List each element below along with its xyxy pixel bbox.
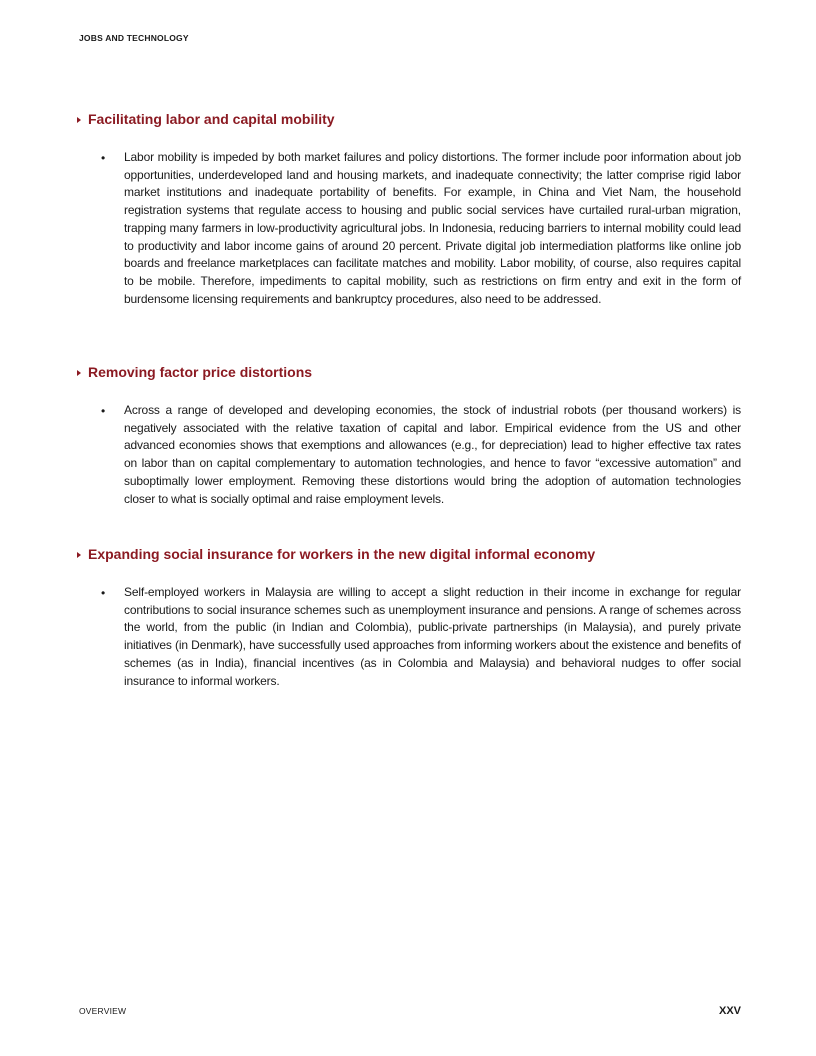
triangle-right-icon xyxy=(77,370,81,376)
footer-section-label: OVERVIEW xyxy=(79,1006,127,1016)
section-heading xyxy=(77,546,742,562)
bullet-icon: • xyxy=(101,404,106,418)
bullet-icon: • xyxy=(101,151,106,165)
triangle-right-icon xyxy=(77,117,81,123)
list-item xyxy=(77,402,742,508)
section-heading-text: Expanding social insurance for workers in the new digital informal economy xyxy=(88,546,596,562)
bullet-text: Labor mobility is impeded by both market failures and policy distortions. The former include poor information about job opportunities, underdeveloped land and housing markets, and inadequate connectivity; the latter comprise rigid labor market institutions and inadequate portability of benefits. For example, in China and Viet Nam, the household registration systems that regulate access to housing and public social services have curtailed rural-urban migration, trapping many farmers in low-productivity agricultural jobs. In Indonesia, reducing barriers to internal mobility could lead to productivity and labor income gains of around 20 percent. Private digital job intermediation platforms like online job boards and freelance marketplaces can facilitate matches and mobility. Labor mobility, of course, also requires capital to be mobile. Therefore, impediments to capital mobility, such as restrictions on firm entry and exit in the form of burdensome licensing requirements and bankruptcy procedures, also need to be addressed. xyxy=(124,150,741,306)
bullet-text: Self-employed workers in Malaysia are willing to accept a slight reduction in their income in exchange for regular contributions to social insurance schemes such as unemployment insurance and pensions. A range of schemes across the world, from the public (in Indian and Colombia), public-private partnerships (in Malaysia), and purely private initiatives (in Denmark), have successfully used approaches from informing workers about the existence and benefits of schemes (as in India), financial incentives (as in Colombia and Malaysia) and behavioral nudges to offer social insurance to informal workers. xyxy=(124,585,741,688)
section-labor-capital-mobility xyxy=(77,111,742,308)
triangle-right-icon xyxy=(77,552,81,558)
section-heading xyxy=(77,364,742,380)
page-number: XXV xyxy=(718,1005,741,1017)
section-factor-price-distortions xyxy=(77,364,742,508)
running-title: JOBS AND TECHNOLOGY xyxy=(79,33,189,43)
section-heading xyxy=(77,111,742,127)
section-social-insurance xyxy=(77,546,742,690)
bullet-icon: • xyxy=(101,586,106,600)
bullet-text: Across a range of developed and developing economies, the stock of industrial robots (per thousand workers) is negatively associated with the relative taxation of capital and labor. Empirical evidence from the US and other advanced economies shows that exemptions and allowances (e.g., for depreciation) lead to higher effective tax rates on labor than on capital complementary to automation technologies, and hence to favor “excessive automation” and suboptimally lower employment. Removing these distortions would bring the adoption of automation technologies closer to what is socially optimal and raise employment levels. xyxy=(124,403,741,506)
list-item xyxy=(77,149,742,308)
list-item xyxy=(77,584,742,690)
section-heading-text: Removing factor price distortions xyxy=(88,364,313,380)
section-heading-text: Facilitating labor and capital mobility xyxy=(88,111,335,127)
